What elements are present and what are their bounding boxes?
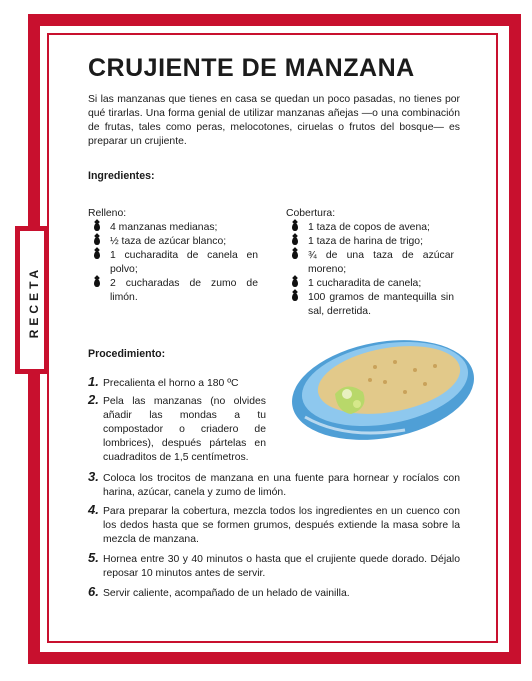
drop-bullet-icon (292, 293, 298, 301)
recipe-title: CRUJIENTE DE MANZANA (88, 54, 415, 82)
step-text: Precalienta el horno a 180 ºC (103, 378, 239, 389)
drop-bullet-icon (292, 223, 298, 231)
step-number: 5. (88, 550, 99, 565)
step-number: 4. (88, 502, 99, 517)
filling-column (88, 207, 258, 305)
ingredients-heading: Ingredientes: (88, 170, 155, 182)
drop-bullet-icon (292, 279, 298, 287)
drop-bullet-icon (94, 237, 100, 245)
step-number: 3. (88, 469, 99, 484)
step-text: Hornea entre 30 y 40 minutos o hasta que el crujiente quede dorado. Déjalo reposar 10 minutos antes de servir. (103, 554, 460, 579)
procedure-heading: Procedimiento: (88, 348, 166, 360)
filling-item: 1 cucharadita de canela en polvo; (88, 249, 258, 277)
topping-label: Cobertura: (286, 208, 336, 219)
drop-bullet-icon (94, 279, 100, 287)
drop-bullet-icon (292, 237, 298, 245)
topping-column (286, 207, 454, 319)
receta-tab (15, 226, 49, 374)
step-text: Pela las manzanas (no olvides añadir las mondas a tu compostador o criadero de lombrices), después pártelas en cuadraditos de 1,5 centímetros. (103, 396, 266, 463)
topping-item: 1 taza de copos de avena; (286, 221, 454, 235)
step-number: 2. (88, 392, 99, 407)
topping-item: 100 gramos de mantequilla sin sal, derretida. (286, 291, 454, 319)
filling-item: ½ taza de azúcar blanco; (88, 235, 258, 249)
tab-label: RECETA (27, 265, 41, 339)
step-number: 6. (88, 584, 99, 599)
step-number: 1. (88, 374, 99, 389)
topping-item: ¾ de una taza de azúcar moreno; (286, 249, 454, 277)
drop-bullet-icon (292, 251, 298, 259)
drop-bullet-icon (94, 251, 100, 259)
drop-bullet-icon (94, 223, 100, 231)
step-text: Para preparar la cobertura, mezcla todos los ingredientes en un cuenco con los dedos hasta que se formen grumos, después extiende la masa sobre la mezcla de manzana. (103, 506, 460, 545)
topping-item: 1 cucharadita de canela; (286, 277, 454, 291)
filling-item: 2 cucharadas de zumo de limón. (88, 277, 258, 305)
step-text: Servir caliente, acompañado de un helado de vainilla. (103, 588, 350, 599)
topping-item: 1 taza de harina de trigo; (286, 235, 454, 249)
intro-paragraph: Si las manzanas que tienes en casa se quedan un poco pasadas, no tienes por qué tirarlas. Una forma genial de utilizar manzanas añejas —o una combinación de frutas, tales como peras, melocotones, ciruelas o frutos del bosque— es preparar un crujiente. (88, 94, 460, 147)
filling-label: Relleno: (88, 208, 127, 219)
filling-item: 4 manzanas medianas; (88, 221, 258, 235)
step-text: Coloca los trocitos de manzana en una fuente para hornear y rocíalos con harina, azúcar, canela y zumo de limón. (103, 473, 460, 498)
apple-crumble-dish-illustration (285, 322, 480, 447)
